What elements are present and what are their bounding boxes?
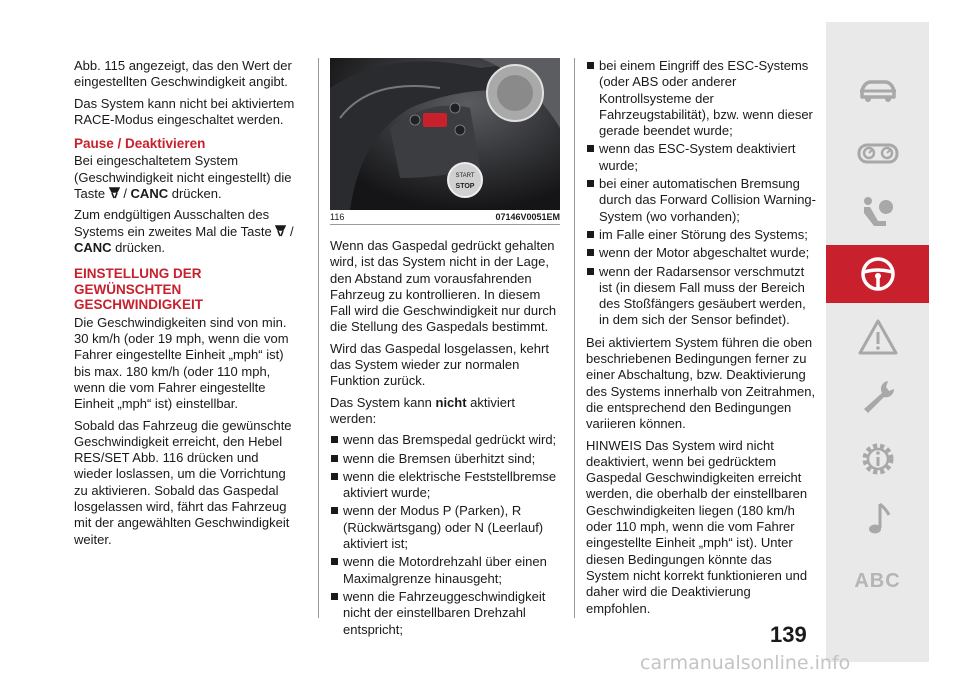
paragraph: Wird das Gaspedal losgelassen, kehrt das System wieder zur normalen Funktion zurück. <box>330 340 549 389</box>
figure-caption <box>330 212 560 222</box>
column-1 <box>74 58 298 553</box>
chapter-sidebar <box>826 22 929 662</box>
gauges-icon <box>856 133 900 173</box>
sidebar-item-index[interactable] <box>826 552 929 610</box>
cruise-control-icon <box>275 225 286 237</box>
sidebar-item-multimedia[interactable] <box>826 490 929 548</box>
sidebar-item-maintenance[interactable] <box>826 368 929 426</box>
car-icon <box>856 71 900 111</box>
figure-number: 116 <box>330 212 345 222</box>
start-stop-button <box>448 163 482 197</box>
abc-label: ABC <box>854 569 901 592</box>
page-number: 139 <box>770 622 807 647</box>
list-item: wenn das ESC-System deaktiviert wurde; <box>586 141 818 174</box>
gear-info-icon <box>856 439 900 479</box>
start-text: START <box>455 173 475 179</box>
figure-code: 07146V0051EM <box>495 212 560 222</box>
text: drücken. <box>111 239 166 255</box>
paragraph: Bei aktiviertem System führen die oben beschriebenen Bedingungen ferner zu einer Abschaltung, bzw. Deaktivierung des Systems innerhalb von Zeitrahmen, die entsprechend den Bedingungen variieren können. <box>586 334 816 432</box>
cruise-button <box>423 113 447 127</box>
steering-wheel-illustration <box>330 58 560 210</box>
cruise-control-icon <box>109 187 120 199</box>
list-item: wenn das Bremspedal gedrückt wird; <box>330 432 562 448</box>
wrench-icon <box>856 377 900 417</box>
figure-steering-wheel-photo <box>330 58 560 210</box>
list-item: wenn die Fahrzeuggeschwindigkeit nicht der einstellbaren Drehzahl entspricht; <box>330 589 562 638</box>
subheading-pause: Pause / Deaktivieren <box>74 136 206 152</box>
list-item: wenn der Modus P (Parken), R (Rückwärtsgang) oder N (Leerlauf) aktiviert ist; <box>330 503 562 552</box>
section-heading: EINSTELLUNG DER GEWÜNSCHTEN GESCHWINDIGKEIT <box>74 266 204 313</box>
paragraph-pause <box>74 153 298 202</box>
text: Das System kann <box>330 394 436 410</box>
caption-rule <box>330 224 560 225</box>
stop-text: STOP <box>455 183 475 190</box>
list-item: im Falle einer Störung des Systems; <box>586 227 818 243</box>
column-3 <box>586 58 818 622</box>
canc-label: CANC <box>130 186 169 202</box>
music-note-icon <box>856 499 900 539</box>
paragraph: Das System kann nicht bei aktiviertem RACE-Modus eingeschaltet werden. <box>74 95 295 127</box>
sidebar-item-gauges[interactable] <box>826 124 929 182</box>
list-item: wenn die Motordrehzahl über einen Maximalgrenze hinausgeht; <box>330 554 562 587</box>
text: / <box>286 223 294 239</box>
paragraph: Die Geschwindigkeiten sind von min. 30 km/h (oder 19 mph, wenn die vom Fahrer eingestellte Einheit „mph“ ist) bis max. 180 km/h (oder 110 mph, wenn die vom Fahrer eingestellte Einheit „mph“ ist) einstellbar. <box>74 314 289 412</box>
sidebar-item-technical-data[interactable] <box>826 430 929 488</box>
paragraph: HINWEIS Das System wird nicht deaktiviert, wenn bei gedrücktem Gaspedal Geschwindigkeiten erreicht werden, die oberhalb der einstellbaren Geschwindigkeiten liegen (180 km/h oder 110 mph, wenn die vom Fahrer eingestellte Einheit „mph“ ist). Unter diesen Bedingungen könnte das System nicht korrekt funktionieren und daher wird die Deaktivierung empfohlen. <box>586 437 808 616</box>
text: Zum endgültigen Ausschalten des Systems ein zweites Mal die Taste <box>74 207 272 239</box>
text: / <box>119 186 131 202</box>
list-item: wenn der Radarsensor verschmutzt ist (in diesem Fall muss der Bereich des Stoßfängers gesäubert werden, in dem sich der Sensor befindet). <box>586 264 818 329</box>
column-2 <box>330 238 562 640</box>
watermark: carmanualsonline.info <box>640 652 851 674</box>
list-item: bei einem Eingriff des ESC-Systems (oder ABS oder anderer Kontrollsysteme der Fahrzeugstabilität), bzw. wenn dieser gerade beendet wurde; <box>586 58 818 139</box>
text: aktiviert werden: <box>330 394 515 426</box>
paragraph <box>330 395 562 428</box>
sidebar-item-safety[interactable] <box>826 184 929 242</box>
text: Bei eingeschaltetem System (Geschwindigkeit nicht eingestellt) die Taste <box>74 153 292 202</box>
steering-wheel-icon <box>856 254 900 294</box>
sidebar-item-warnings[interactable] <box>826 308 929 366</box>
list-item: wenn die Bremsen überhitzt sind; <box>330 451 562 467</box>
emphasis: nicht <box>435 394 467 410</box>
list-item: bei einer automatischen Bremsung durch das Forward Collision Warning-System (wo vorhanden); <box>586 176 818 225</box>
sidebar-item-car[interactable] <box>826 62 929 120</box>
list-item: wenn die elektrische Feststellbremse aktiviert wurde; <box>330 469 562 502</box>
paragraph-off <box>74 207 298 256</box>
airbag-icon <box>856 193 900 233</box>
paragraph: Wenn das Gaspedal gedrückt gehalten wird, ist das System nicht in der Lage, den Abstand zum vorausfahrenden Fahrzeug zu kontrollieren. In diesem Fall wird die Geschwindigkeit nur durch die Stellung des Gaspedals bestimmt. <box>330 238 557 335</box>
paragraph: Abb. 115 angezeigt, das den Wert der eingestellten Geschwindigkeit angibt. <box>74 58 292 90</box>
paragraph: Sobald das Fahrzeug die gewünschte Geschwindigkeit erreicht, den Hebel RES/SET Abb. 116 drücken und wieder loslassen, um die Vorrichtung zu aktivieren. Sobald das Gaspedal losgelassen wird, fährt das Fahrzeug mit der angewählten Geschwindigkeit weiter. <box>74 417 292 547</box>
canc-label: CANC <box>74 239 112 255</box>
sidebar-item-driving[interactable] <box>826 245 929 303</box>
warning-icon <box>856 317 900 357</box>
column-divider <box>318 58 319 618</box>
text: drücken. <box>168 186 222 202</box>
list-item: wenn der Motor abgeschaltet wurde; <box>586 245 818 261</box>
column-divider <box>574 58 575 618</box>
